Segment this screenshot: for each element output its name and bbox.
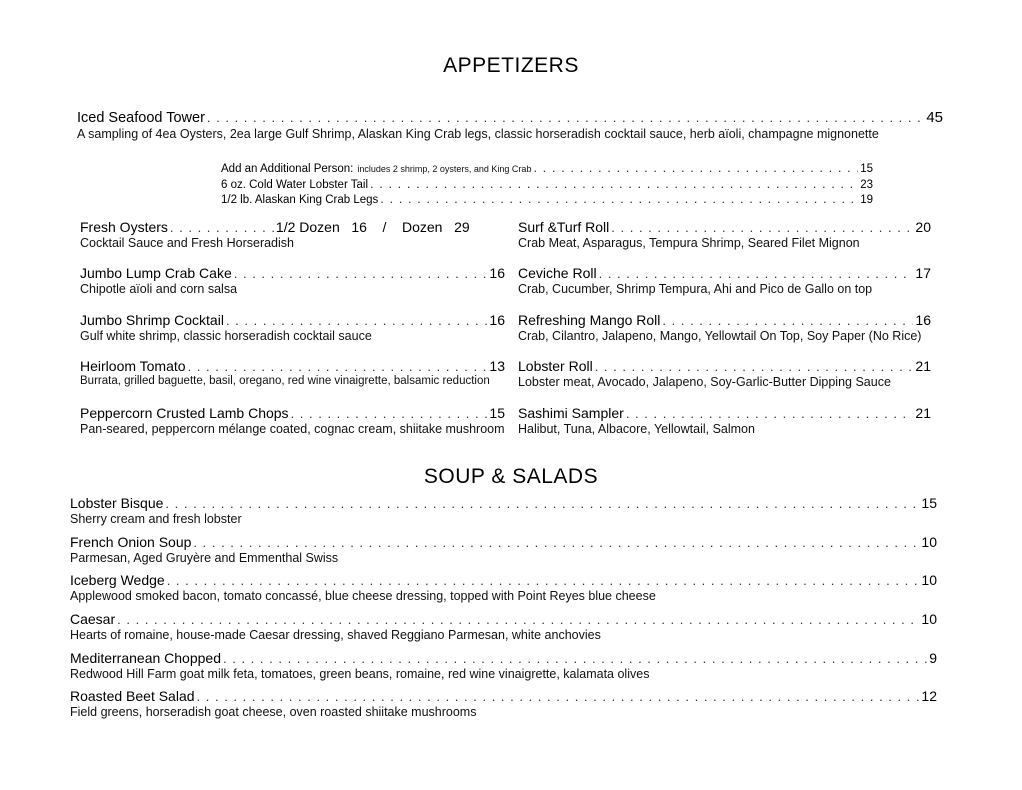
- item-name: Refreshing Mango Roll: [518, 312, 661, 328]
- item-description: Parmesan, Aged Gruyère and Emmenthal Swiss: [70, 551, 339, 565]
- menu-item-sashimi-sampler: [518, 405, 931, 436]
- dot-leader: [170, 220, 274, 235]
- item-description: Sherry cream and fresh lobster: [70, 512, 242, 526]
- item-description: Chipotle aïoli and corn salsa: [80, 282, 238, 296]
- item-description: Cocktail Sauce and Fresh Horseradish: [80, 236, 294, 250]
- item-name: Mediterranean Chopped: [70, 650, 221, 666]
- item-price: 45: [926, 109, 943, 126]
- item-description: Pan-seared, peppercorn mélange coated, cognac cream, shiitake mushroom: [80, 422, 505, 436]
- menu-item-mango-roll: [518, 312, 931, 343]
- item-name: Heirloom Tomato: [80, 358, 186, 374]
- item-description: Crab, Cilantro, Jalapeno, Mango, Yellowtail On Top, Soy Paper (No Rice): [518, 329, 922, 343]
- item-name: Surf &Turf Roll: [518, 219, 610, 235]
- dot-leader: [380, 191, 858, 206]
- menu-item-lobster-roll: [518, 358, 931, 389]
- item-name: French Onion Soup: [70, 534, 192, 550]
- item-description: A sampling of 4ea Oysters, 2ea large Gulf Shrimp, Alaskan King Crab legs, classic horseradish cocktail sauce, herb aïoli, champagne mignonette: [77, 127, 879, 141]
- item-price: 9: [929, 650, 937, 666]
- addon-king-crab-legs: [221, 191, 873, 206]
- item-price: 15: [921, 495, 937, 511]
- soup-salads-heading: SOUP & SALADS: [423, 465, 599, 488]
- menu-item-fresh-oysters: [80, 219, 505, 250]
- addon-name: Add an Additional Person:: [221, 163, 354, 175]
- dot-leader: [117, 612, 919, 627]
- menu-item-iced-seafood-tower: [77, 109, 943, 141]
- item-name: Iceberg Wedge: [70, 572, 165, 588]
- addon-lobster-tail: [221, 176, 873, 191]
- dot-leader: [599, 266, 914, 281]
- item-price: 10: [921, 611, 937, 627]
- menu-item-mediterranean-chopped: [70, 650, 937, 681]
- item-name: Sashimi Sampler: [518, 405, 624, 421]
- item-price: 13: [489, 358, 505, 374]
- dot-leader: [165, 496, 919, 511]
- addon-price: 19: [860, 194, 873, 206]
- item-price: 20: [915, 219, 931, 235]
- dot-leader: [193, 535, 919, 550]
- menu-item-iceberg-wedge: [70, 572, 937, 603]
- addon-price: 15: [860, 163, 873, 175]
- menu-item-lamb-chops: [80, 405, 505, 436]
- item-description: Halibut, Tuna, Albacore, Yellowtail, Salmon: [518, 422, 755, 436]
- dot-leader: [167, 573, 920, 588]
- item-name: Iced Seafood Tower: [77, 110, 205, 126]
- menu-item-lobster-bisque: [70, 495, 937, 526]
- addon-name: 1/2 lb. Alaskan King Crab Legs: [221, 194, 379, 206]
- item-description: Lobster meat, Avocado, Jalapeno, Soy-Garlic-Butter Dipping Sauce: [518, 375, 891, 389]
- item-description: Hearts of romaine, house-made Caesar dressing, shaved Reggiano Parmesan, white anchovies: [70, 628, 601, 642]
- item-name: Roasted Beet Salad: [70, 688, 195, 704]
- dot-leader: [611, 220, 913, 235]
- dot-leader: [533, 160, 858, 175]
- item-description: Gulf white shrimp, classic horseradish cocktail sauce: [80, 329, 372, 343]
- item-price: 1/2 Dozen 16 / Dozen 29: [275, 219, 470, 235]
- item-name: Jumbo Shrimp Cocktail: [80, 312, 224, 328]
- item-name: Lobster Bisque: [70, 495, 164, 511]
- item-description: Redwood Hill Farm goat milk feta, tomatoes, green beans, romaine, red wine vinaigrette, kalamata olives: [70, 667, 650, 681]
- menu-item-roasted-beet-salad: [70, 688, 937, 719]
- item-name: Caesar: [70, 611, 116, 627]
- item-price: 12: [921, 688, 937, 704]
- dot-leader: [223, 651, 927, 666]
- item-description: Applewood smoked bacon, tomato concassé, blue cheese dressing, topped with Point Reyes blue cheese: [70, 589, 656, 603]
- item-description: Crab Meat, Asparagus, Tempura Shrimp, Seared Filet Mignon: [518, 236, 860, 250]
- menu-item-shrimp-cocktail: [80, 312, 505, 343]
- addon-price: 23: [860, 179, 873, 191]
- dot-leader: [197, 689, 920, 704]
- dot-leader: [626, 406, 914, 421]
- dot-leader: [226, 313, 487, 328]
- item-name: Peppercorn Crusted Lamb Chops: [80, 405, 289, 421]
- item-price: 15: [489, 405, 505, 421]
- menu-item-ceviche-roll: [518, 265, 931, 296]
- dot-leader: [370, 176, 858, 191]
- item-price: 16: [915, 312, 931, 328]
- addon-additional-person: [221, 160, 873, 175]
- item-price: 17: [915, 265, 931, 281]
- item-price: 10: [921, 534, 937, 550]
- menu-item-surf-turf-roll: [518, 219, 931, 250]
- item-price: 16: [489, 265, 505, 281]
- item-price: 21: [915, 358, 931, 374]
- menu-item-french-onion-soup: [70, 534, 937, 565]
- dot-leader: [291, 406, 488, 421]
- dot-leader: [662, 313, 913, 328]
- dot-leader: [207, 110, 924, 125]
- item-price: 16: [489, 312, 505, 328]
- item-price: 21: [915, 405, 931, 421]
- item-name: Jumbo Lump Crab Cake: [80, 265, 232, 281]
- item-description: Burrata, grilled baguette, basil, oregano, red wine vinaigrette, balsamic reduction: [80, 375, 490, 387]
- item-description: Crab, Cucumber, Shrimp Tempura, Ahi and Pico de Gallo on top: [518, 282, 873, 296]
- menu-item-caesar: [70, 611, 937, 642]
- item-price: 10: [921, 572, 937, 588]
- dot-leader: [595, 359, 914, 374]
- item-name: Lobster Roll: [518, 358, 593, 374]
- item-name: Ceviche Roll: [518, 265, 597, 281]
- menu-item-crab-cake: [80, 265, 505, 296]
- addon-name: 6 oz. Cold Water Lobster Tail: [221, 179, 369, 191]
- dot-leader: [188, 359, 488, 374]
- appetizers-heading: APPETIZERS: [443, 54, 579, 77]
- dot-leader: [234, 266, 488, 281]
- item-name: Fresh Oysters: [80, 219, 168, 235]
- item-description: Field greens, horseradish goat cheese, oven roasted shiitake mushrooms: [70, 705, 477, 719]
- menu-item-heirloom-tomato: [80, 358, 505, 387]
- addon-subtext: includes 2 shrimp, 2 oysters, and King Crab: [357, 164, 532, 174]
